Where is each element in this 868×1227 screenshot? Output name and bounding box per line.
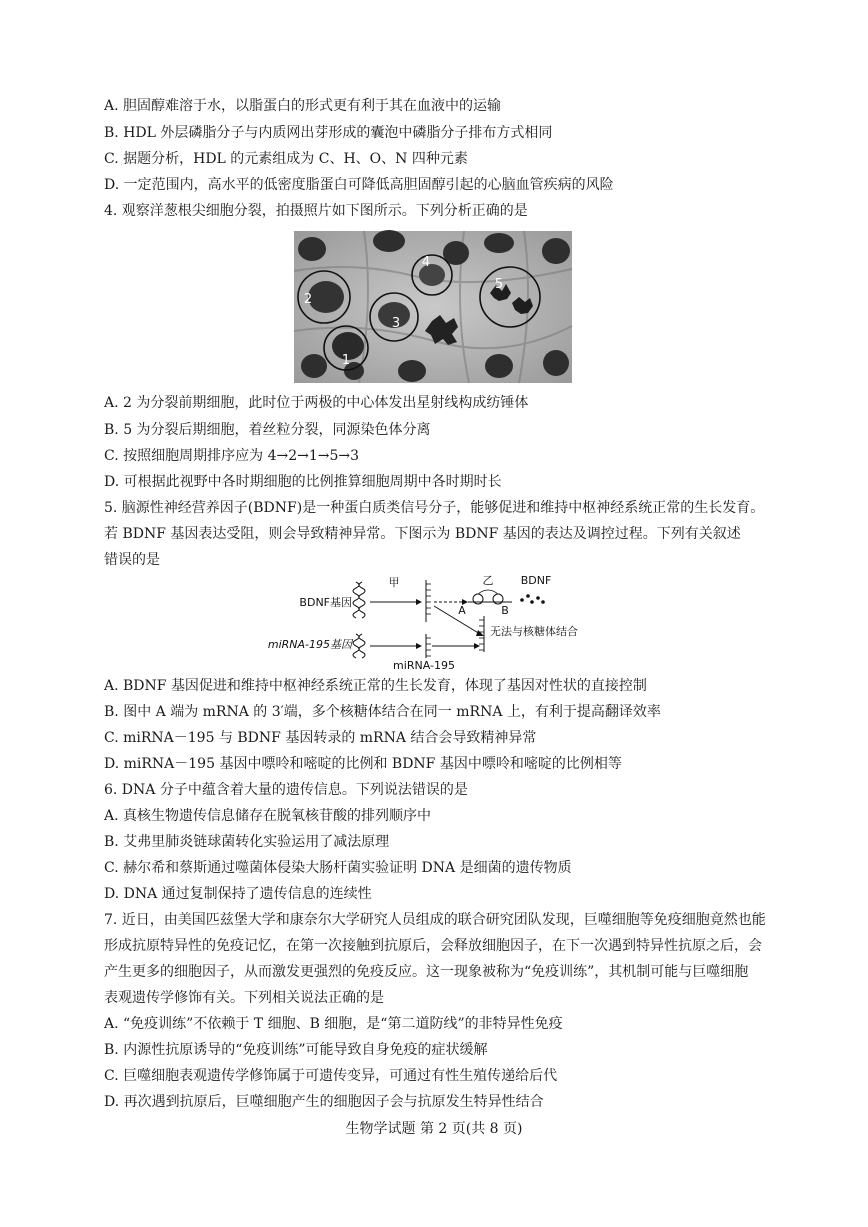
q6-option-d: D. DNA 通过复制保持了遗传信息的连续性	[104, 886, 372, 902]
q7-option-a: A. “免疫训练”不依赖于 T 细胞、B 细胞，是“第二道防线”的非特异性免疫	[104, 1016, 563, 1032]
q5-option-d: D. miRNA－195 基因中嘌呤和嘧啶的比例和 BDNF 基因中嘌呤和嘧啶的比例相等	[104, 756, 622, 772]
q7-stem-line-4: 表观遗传学修饰有关。下列相关说法正确的是	[104, 990, 384, 1006]
q7-stem-line-2: 形成抗原特异性的免疫记忆，在第一次接触到抗原后，会释放细胞因子，在下一次遇到特异性抗原之后，会	[104, 938, 762, 954]
cell-label-4: 4	[421, 255, 431, 270]
q4-stem: 4. 观察洋葱根尖细胞分裂，拍摄照片如下图所示。下列分析正确的是	[104, 203, 528, 219]
onion-root-tip-micrograph	[294, 231, 572, 383]
q3-option-d: D. 一定范围内，高水平的低密度脂蛋白可降低高胆固醇引起的心脑血管疾病的风险	[104, 177, 614, 193]
q3-option-a: A. 胆固醇难溶于水，以脂蛋白的形式更有利于其在血液中的运输	[104, 98, 502, 114]
q3-option-c: C. 据题分析，HDL 的元素组成为 C、H、O、N 四种元素	[104, 151, 468, 167]
mirna-gene-label: miRNA-195基因	[267, 638, 352, 651]
q5-option-a: A. BDNF 基因促进和维持中枢神经系统正常的生长发育，体现了基因对性状的直接控制	[104, 678, 647, 694]
q7-stem-line-3: 产生更多的细胞因子，从而激发更强烈的免疫反应。这一现象被称为“免疫训练”，其机制可能与巨噬细胞	[104, 964, 749, 980]
cell-label-1: 1	[341, 353, 351, 368]
q7-option-c: C. 巨噬细胞表观遗传学修饰属于可遗传变异，可通过有性生殖传递给后代	[104, 1068, 558, 1084]
q5-stem-line-1: 5. 脑源性神经营养因子(BDNF)是一种蛋白质类信号分子，能够促进和维持中枢神经系统正常的生长发育。	[104, 500, 765, 516]
bdnf-protein-label: BDNF	[520, 574, 552, 587]
mirna-label: miRNA-195	[393, 659, 455, 672]
q4-option-d: D. 可根据此视野中各时期细胞的比例推算细胞周期中各时期时长	[104, 474, 502, 490]
q6-stem: 6. DNA 分子中蕴含着大量的遗传信息。下列说法错误的是	[104, 782, 468, 798]
q5-option-b: B. 图中 A 端为 mRNA 的 3′端，多个核糖体结合在同一 mRNA 上，有利于提高翻译效率	[104, 704, 661, 720]
bdnf-protein-dots	[520, 594, 545, 604]
q5-stem-line-2: 若 BDNF 基因表达受阻，则会导致精神异常。下图示为 BDNF 基因的表达及调控过程。下列有关叙述	[104, 526, 741, 542]
bdnf-gene-helix	[353, 582, 365, 618]
q4-option-c: C. 按照细胞周期排序应为 4→2→1→5→3	[104, 448, 360, 464]
q6-option-c: C. 赫尔希和蔡斯通过噬菌体侵染大肠杆菌实验证明 DNA 是细菌的遗传物质	[104, 860, 572, 876]
cell-label-5: 5	[494, 277, 504, 292]
mrna-end-a-label: A	[458, 604, 466, 617]
q4-option-b: B. 5 为分裂后期细胞，着丝粒分裂，同源染色体分离	[104, 422, 431, 438]
cell-label-3: 3	[391, 316, 401, 331]
mrna-end-b-label: B	[501, 604, 509, 617]
bdnf-regulation-diagram	[267, 572, 602, 672]
process-yi-label: 乙	[482, 574, 494, 587]
mirna-gene-helix	[353, 634, 365, 658]
q4-option-a: A. 2 为分裂前期细胞，此时位于两极的中心体发出星射线构成纺锤体	[104, 395, 529, 411]
q7-option-d: D. 再次遇到抗原后，巨噬细胞产生的细胞因子会与抗原发生特异性结合	[104, 1094, 544, 1110]
q5-stem-line-3: 错误的是	[104, 552, 160, 568]
q6-option-b: B. 艾弗里肺炎链球菌转化实验运用了减法原理	[104, 834, 390, 850]
page-footer: 生物学试题 第 2 页(共 8 页)	[345, 1121, 523, 1137]
q7-option-b: B. 内源性抗原诱导的“免疫训练”可能导致自身免疫的症状缓解	[104, 1042, 488, 1058]
process-jia-label: 甲	[388, 576, 400, 589]
blocked-binding-note: 无法与核糖体结合	[490, 625, 578, 638]
cell-label-2: 2	[303, 292, 313, 307]
q3-option-b: B. HDL 外层磷脂分子与内质网出芽形成的囊泡中磷脂分子排布方式相同	[104, 125, 553, 141]
q6-option-a: A. 真核生物遗传信息储存在脱氧核苷酸的排列顺序中	[104, 808, 432, 824]
bdnf-gene-label: BDNF基因	[299, 596, 352, 609]
q5-option-c: C. miRNA－195 与 BDNF 基因转录的 mRNA 结合会导致精神异常	[104, 730, 537, 746]
q7-stem-line-1: 7. 近日，由美国匹兹堡大学和康奈尔大学研究人员组成的联合研究团队发现，巨噬细胞等免疫细胞竟然也能	[104, 912, 766, 928]
